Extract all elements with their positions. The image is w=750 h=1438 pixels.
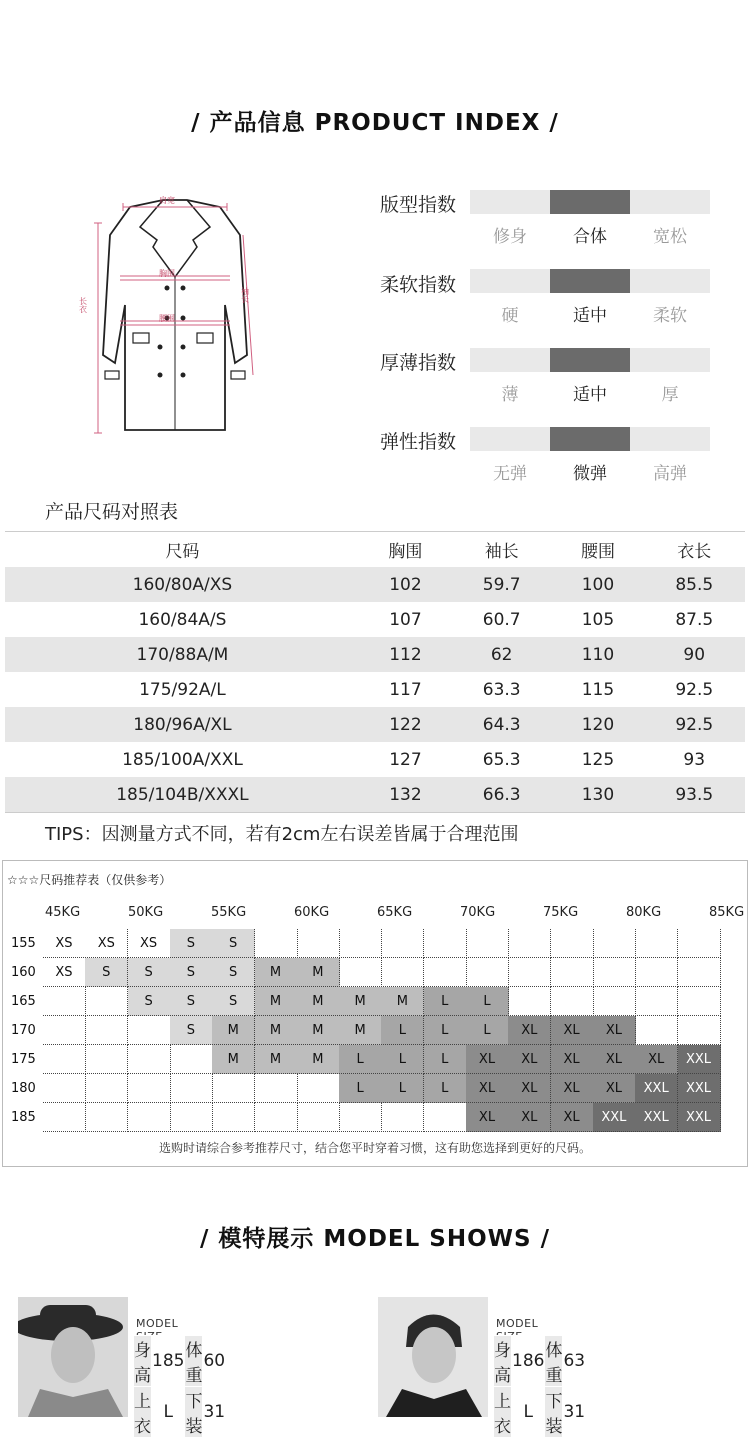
index-option-selected: 微弹	[573, 464, 607, 484]
recommend-cell: XS	[43, 929, 86, 958]
recommend-cell: XL	[551, 1045, 594, 1074]
recommend-cell: M	[255, 987, 298, 1016]
height-header: 175	[11, 1052, 36, 1067]
index-label: 版型指数	[380, 194, 457, 216]
recommend-cell	[43, 1074, 86, 1103]
recommend-cell: M	[297, 1045, 340, 1074]
recommend-cell: M	[255, 958, 298, 987]
header-chest: 胸围	[388, 542, 423, 562]
cell: 132	[389, 784, 422, 805]
cell: 62	[490, 644, 513, 665]
cell: 112	[389, 644, 422, 665]
table-row	[5, 777, 745, 813]
recommend-cell	[85, 1016, 128, 1045]
index-option: 无弹	[493, 464, 527, 484]
cell: 102	[389, 574, 422, 595]
index-selected-segment	[550, 190, 630, 214]
index-option: 厚	[661, 385, 679, 405]
recommend-cell: M	[212, 1045, 255, 1074]
weight-header: 50KG	[128, 905, 164, 920]
header-waist: 腰围	[580, 542, 615, 562]
recommend-cell: S	[170, 1016, 213, 1045]
index-option: 柔软	[653, 306, 687, 326]
recommend-cell: XXL	[635, 1074, 678, 1103]
recommend-cell: L	[381, 1074, 424, 1103]
index-selected-segment	[550, 427, 630, 451]
recommend-cell: XXL	[678, 1045, 721, 1074]
cell: 117	[389, 679, 422, 700]
recommend-cell	[255, 1074, 298, 1103]
bottom-value: 31	[563, 1387, 586, 1438]
recommend-cell: S	[85, 958, 128, 987]
cell: 64.3	[482, 714, 521, 735]
model-size-table	[493, 1335, 586, 1438]
recommend-cell	[297, 1074, 340, 1103]
index-option: 高弹	[653, 464, 687, 484]
model-shows-title: / 模特展示 MODEL SHOWS /	[199, 1226, 551, 1252]
recommend-cell	[43, 1045, 86, 1074]
cell: 60.7	[482, 609, 521, 630]
height-header: 170	[11, 1023, 36, 1038]
recommend-cell: XL	[635, 1045, 678, 1074]
recommend-cell	[678, 987, 721, 1016]
recommend-cell	[424, 1103, 467, 1132]
recommend-note: 选购时请综合参考推荐尺寸，结合您平时穿着习惯，这有助您选择到更好的尺码。	[158, 1141, 591, 1155]
cell: 107	[389, 609, 422, 630]
cell: 85.5	[675, 574, 714, 595]
recommend-cell	[43, 1016, 86, 1045]
recommend-cell: XXL	[635, 1103, 678, 1132]
recommend-cell	[381, 958, 424, 987]
index-bar	[470, 348, 710, 372]
recommend-cell	[85, 1074, 128, 1103]
index-label: 厚薄指数	[380, 352, 457, 374]
index-option-selected: 合体	[573, 227, 607, 247]
recommend-cell	[593, 987, 636, 1016]
cell: 122	[389, 714, 422, 735]
recommend-cell: XL	[508, 1016, 551, 1045]
recommend-cell: XS	[85, 929, 128, 958]
recommend-cell	[593, 929, 636, 958]
cell: 120	[581, 714, 615, 735]
recommend-cell: XXL	[593, 1103, 636, 1132]
cell: 160/84A/S	[138, 609, 227, 630]
svg-text:腰围: 腰围	[159, 314, 175, 323]
recommend-cell	[381, 929, 424, 958]
weight-header: 70KG	[460, 905, 496, 920]
recommend-cell: M	[255, 1045, 298, 1074]
recommend-cell: XL	[466, 1074, 509, 1103]
weight-label: 体重	[185, 1336, 203, 1387]
recommend-cell: M	[339, 1016, 382, 1045]
cell: 175/92A/L	[139, 679, 226, 700]
cell: 93.5	[675, 784, 714, 805]
index-option: 修身	[493, 227, 527, 247]
recommend-cell	[339, 1103, 382, 1132]
index-option-selected: 适中	[573, 306, 607, 326]
table-row	[5, 637, 745, 672]
recommend-cell: L	[424, 1045, 467, 1074]
recommend-cell: M	[339, 987, 382, 1016]
top-label: 上衣	[134, 1387, 152, 1438]
recommend-cell: L	[381, 1016, 424, 1045]
bottom-value: 31	[203, 1387, 226, 1438]
weight-header: 65KG	[377, 905, 413, 920]
header-size: 尺码	[165, 542, 200, 562]
recommend-cell: L	[466, 1016, 509, 1045]
recommend-cell: XL	[551, 1016, 594, 1045]
recommend-cell	[551, 987, 594, 1016]
weight-header: 75KG	[543, 905, 579, 920]
recommend-cell	[128, 1103, 171, 1132]
cell: 93	[683, 749, 706, 770]
recommend-cell: XS	[43, 958, 86, 987]
recommend-cell: XL	[508, 1045, 551, 1074]
header-length: 衣长	[677, 542, 712, 562]
height-header: 185	[11, 1110, 36, 1125]
recommend-cell: XL	[593, 1045, 636, 1074]
recommend-cell	[128, 1074, 171, 1103]
weight-header: 45KG	[45, 905, 81, 920]
index-option-selected: 适中	[573, 385, 607, 405]
index-bar	[470, 269, 710, 293]
recommend-cell	[43, 1103, 86, 1132]
table-row	[5, 602, 745, 637]
recommend-cell: S	[212, 987, 255, 1016]
weight-header: 60KG	[294, 905, 330, 920]
recommend-cell: L	[424, 1016, 467, 1045]
index-option: 硬	[501, 306, 519, 326]
weight-header: 80KG	[626, 905, 662, 920]
recommend-cell	[297, 1103, 340, 1132]
index-label: 柔软指数	[380, 274, 457, 296]
height-value: 185	[152, 1336, 185, 1387]
recommend-cell	[678, 1016, 721, 1045]
height-label: 身高	[494, 1336, 512, 1387]
recommend-cell	[551, 958, 594, 987]
recommend-cell: L	[424, 1074, 467, 1103]
recommend-cell: M	[297, 1016, 340, 1045]
cell: 90	[683, 644, 706, 665]
height-label: 身高	[134, 1336, 152, 1387]
recommend-cell	[43, 987, 86, 1016]
table-header-row	[5, 532, 745, 568]
recommend-cell: M	[297, 987, 340, 1016]
recommend-cell: M	[212, 1016, 255, 1045]
model-size-label: MODEL	[136, 1317, 179, 1330]
recommend-cell	[170, 1074, 213, 1103]
model-photo	[18, 1297, 128, 1417]
cell: 127	[389, 749, 422, 770]
weight-value: 63	[563, 1336, 586, 1387]
height-header: 165	[11, 994, 36, 1009]
recommend-cell	[85, 1045, 128, 1074]
height-value: 186	[512, 1336, 545, 1387]
svg-text:胸围: 胸围	[159, 269, 175, 278]
cell: 87.5	[675, 609, 714, 630]
recommend-cell: XL	[593, 1074, 636, 1103]
recommend-cell	[128, 1016, 171, 1045]
recommend-cell: S	[128, 987, 171, 1016]
height-header: 180	[11, 1081, 36, 1096]
recommend-cell	[128, 1045, 171, 1074]
recommend-cell: L	[466, 987, 509, 1016]
cell: 115	[581, 679, 615, 700]
recommend-cell	[635, 1016, 678, 1045]
top-label: 上衣	[494, 1387, 512, 1438]
cell: 110	[581, 644, 615, 665]
recommend-cell: L	[339, 1074, 382, 1103]
recommend-cell	[424, 929, 467, 958]
recommend-cell: M	[255, 1016, 298, 1045]
recommend-cell: L	[339, 1045, 382, 1074]
recommend-cell: XXL	[678, 1103, 721, 1132]
recommend-cell	[678, 929, 721, 958]
recommend-cell	[85, 1103, 128, 1132]
recommend-cell: XL	[551, 1074, 594, 1103]
recommend-cell: XL	[508, 1103, 551, 1132]
index-option: 薄	[501, 385, 519, 405]
table-row	[5, 707, 745, 742]
recommend-cell	[551, 929, 594, 958]
recommend-cell: XS	[128, 929, 171, 958]
recommend-cell: S	[170, 929, 213, 958]
index-selected-segment	[550, 269, 630, 293]
bottom-label: 下装	[185, 1387, 203, 1438]
recommend-cell: XL	[593, 1016, 636, 1045]
size-recommend-table	[2, 860, 748, 1167]
cell: 130	[581, 784, 615, 805]
cell: 92.5	[675, 714, 714, 735]
recommend-cell: S	[128, 958, 171, 987]
svg-text:肩宽: 肩宽	[159, 196, 175, 205]
recommend-cell	[212, 1074, 255, 1103]
table-row	[5, 742, 745, 777]
recommend-cell	[212, 1103, 255, 1132]
table-row	[5, 567, 745, 602]
top-value: L	[512, 1387, 545, 1438]
recommend-cell	[339, 958, 382, 987]
cell: 66.3	[482, 784, 521, 805]
table-row	[5, 672, 745, 707]
recommend-cell: XL	[466, 1103, 509, 1132]
recommend-cell	[466, 929, 509, 958]
svg-text:袖长: 袖长	[240, 287, 250, 303]
recommend-cell: S	[170, 958, 213, 987]
cell: 105	[581, 609, 615, 630]
recommend-cell	[508, 929, 551, 958]
recommend-cell: M	[381, 987, 424, 1016]
recommend-cell	[508, 987, 551, 1016]
cell: 125	[581, 749, 615, 770]
cell: 59.7	[482, 574, 521, 595]
cell: 185/100A/XXL	[122, 749, 243, 770]
recommend-cell: XL	[466, 1045, 509, 1074]
recommend-cell	[635, 958, 678, 987]
tips-text: TIPS：因测量方式不同，若有2cm左右误差皆属于合理范围	[45, 824, 519, 845]
recommend-cell	[339, 929, 382, 958]
recommend-cell: S	[170, 987, 213, 1016]
cell: 160/80A/XS	[132, 574, 233, 595]
model-size-label: MODEL	[496, 1317, 539, 1330]
bottom-label: 下装	[545, 1387, 563, 1438]
height-header: 155	[11, 936, 36, 951]
recommend-cell	[466, 958, 509, 987]
recommend-cell	[678, 958, 721, 987]
cell: 170/88A/M	[136, 644, 229, 665]
header-sleeve: 袖长	[484, 542, 519, 562]
height-header: 160	[11, 965, 36, 980]
recommend-cell: S	[212, 929, 255, 958]
recommend-cell	[255, 1103, 298, 1132]
coat-measurement-diagram	[75, 185, 275, 445]
recommend-cell	[297, 929, 340, 958]
recommend-cell	[593, 958, 636, 987]
recommend-cell	[424, 958, 467, 987]
cell: 100	[581, 574, 615, 595]
index-option: 宽松	[653, 227, 687, 247]
index-label: 弹性指数	[380, 431, 457, 453]
recommend-cell	[508, 958, 551, 987]
weight-label: 体重	[545, 1336, 563, 1387]
recommend-cell: M	[297, 958, 340, 987]
svg-text:长衣: 长衣	[78, 297, 88, 313]
index-bar	[470, 427, 710, 451]
recommend-cell	[635, 987, 678, 1016]
weight-header: 85KG	[709, 905, 745, 920]
recommend-cell	[170, 1103, 213, 1132]
recommend-cell	[170, 1045, 213, 1074]
top-value: L	[152, 1387, 185, 1438]
cell: 65.3	[482, 749, 521, 770]
recommend-title: ☆☆☆尺码推荐表（仅供参考）	[7, 873, 172, 887]
recommend-cell	[635, 929, 678, 958]
recommend-cell: L	[381, 1045, 424, 1074]
size-chart-title: 产品尺码对照表	[45, 501, 179, 523]
index-bar	[470, 190, 710, 214]
model-size-table	[133, 1335, 226, 1438]
recommend-cell	[255, 929, 298, 958]
recommend-cell	[381, 1103, 424, 1132]
recommend-cell: L	[424, 987, 467, 1016]
weight-value: 60	[203, 1336, 226, 1387]
model-photo	[378, 1297, 488, 1417]
index-selected-segment	[550, 348, 630, 372]
product-index-title: / 产品信息 PRODUCT INDEX /	[191, 110, 559, 136]
recommend-cell: XL	[551, 1103, 594, 1132]
cell: 180/96A/XL	[133, 714, 232, 735]
cell: 185/104B/XXXL	[116, 784, 249, 805]
recommend-cell	[85, 987, 128, 1016]
recommend-cell: S	[212, 958, 255, 987]
recommend-cell: XL	[508, 1074, 551, 1103]
weight-header: 55KG	[211, 905, 247, 920]
recommend-cell: XXL	[678, 1074, 721, 1103]
cell: 63.3	[482, 679, 521, 700]
size-chart-table	[5, 531, 745, 813]
cell: 92.5	[675, 679, 714, 700]
